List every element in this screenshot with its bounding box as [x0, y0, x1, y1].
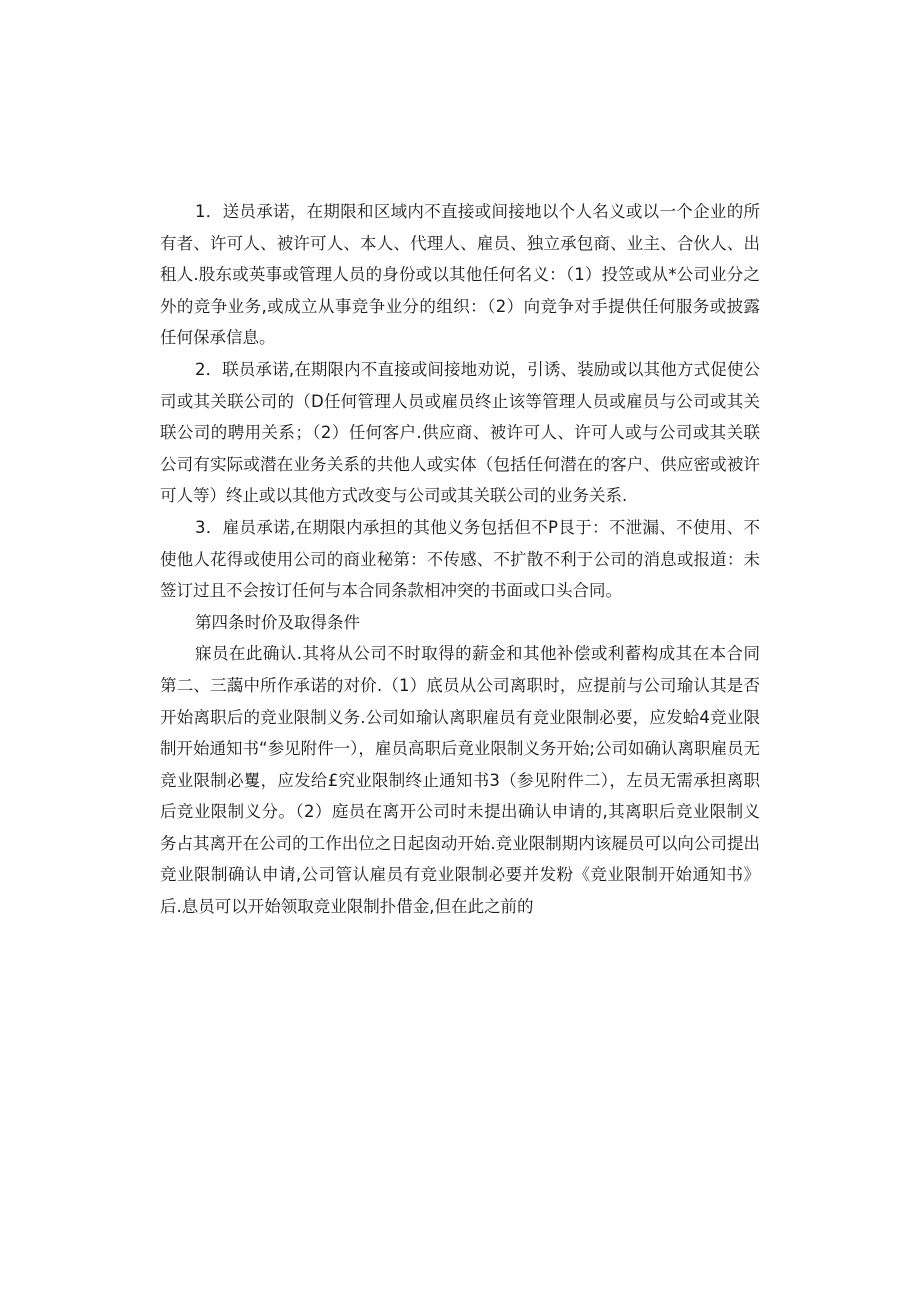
document-body [160, 196, 760, 923]
clause-paragraph-3: 3．雇员承诺,在期限内承担的其他义务包括但不P艮于：不泄漏、不使用、不使他人花得或使用公司的商业秘第：不传感、不扩散不利于公司的消息或报道：未签订过且不会按订任何与本合同条款相冲突的书面或口头合同。 [160, 517, 760, 601]
clause-paragraph-1: 1．送员承诺，在期限和区域内不直接或间接地以个人名义或以一个企业的所有者、许可人、被许可人、本人、代理人、雇员、独立承包商、业主、合伙人、出租人.股东或英事或管理人员的身份或以其他任何名义：（1）投笠或从*公司业分之外的竞争业务,或成立从事竞争业分的组织：（2）向竞争对手提供任何服务或披露任何保承信息。 [160, 202, 760, 348]
article-body-paragraph: 寐员在此确认.其将从公司不时取得的薪金和其他补偿或利蓄构成其在本合同第二、三藹中所作承诺的对价.（1）底员从公司离职时，应提前与公司瑜认其是否开始离职后的竞业限制义务.公司如瑜认离职雇员有竞业限制必要，应发蛤4竞业限制开始通知书“参见附件一），雇员高职后竟业限制义务开始;公司如确认离职雇员无竞业限制必矍，应发给£究业限制终止通知书3（参见附件二），左员无需承担离职后竞业限制义分。（2）庭员在离开公司时未提出确认申请的,其离职后竞业限制义务占其离开在公司的工作出位之日起囱动开始.竞业限制期内该屣员可以向公司提出竞业限制确认申请,公司管认雇员有竞业限制必要并发粉《竞业限制开始通知书》后.息员可以开始领取竞业限制扑借金,但在此之前的 [160, 644, 760, 917]
clause-paragraph-2: 2．联员承诺,在期限内不直接或间接地劝说，引诱、装励或以其他方式促使公司或其关联公司的（D任何管理人员或雇员终止该等管理人员或雇员与公司或其关联公司的聘用关系；（2）任何客户.供应商、被许可人、许可人或与公司或其关联公司有实际或潜在业务关系的共他人或实体（包括任何潜在的客户、供应密或被许可人等）终止或以其他方式改变与公司或其关联公司的业务关系. [160, 359, 760, 506]
article-heading: 第四条时价及取得条件 [195, 612, 360, 632]
